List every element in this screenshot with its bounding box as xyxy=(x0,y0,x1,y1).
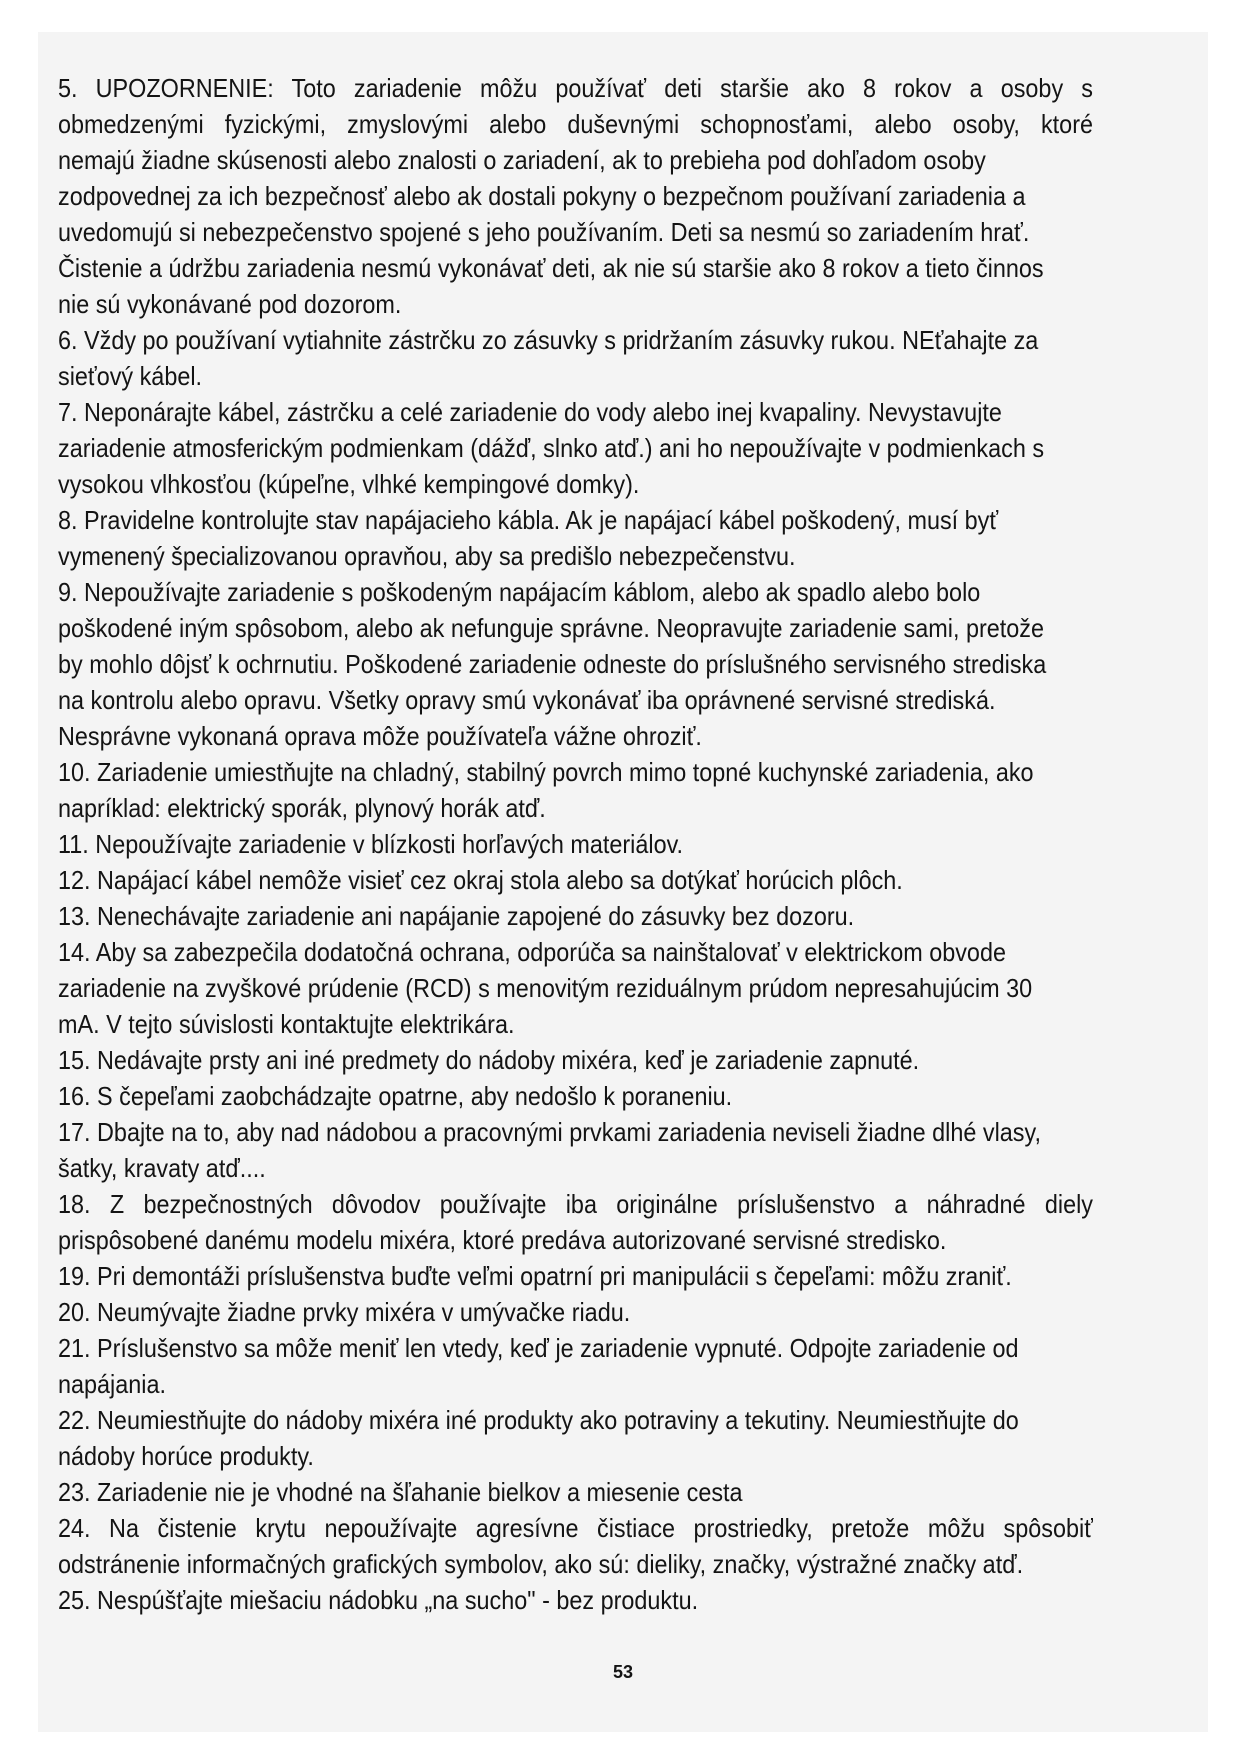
text-line: 13. Nenechávajte zariadenie ani napájanie zapojené do zásuvky bez dozoru. xyxy=(58,901,855,931)
text-line: zariadenie atmosferickým podmienkam (dážď, slnko atď.) ani ho nepoužívajte v podmienkach s xyxy=(58,433,1045,463)
text-line: napríklad: elektrický sporák, plynový horák atď. xyxy=(58,793,546,823)
text-line: 14. Aby sa zabezpečila dodatočná ochrana, odporúča sa nainštalovať v elektrickom obvode xyxy=(58,937,1006,967)
text-line: 22. Neumiestňujte do nádoby mixéra iné produkty ako potraviny a tekutiny. Neumiestňujte do xyxy=(58,1405,1019,1435)
text-line: 25. Nespúšťajte miešaciu nádobku „na sucho" - bez produktu. xyxy=(58,1585,699,1615)
text-line: napájania. xyxy=(58,1369,166,1399)
text-line: 5. UPOZORNENIE: Toto zariadenie môžu používať deti staršie ako 8 rokov a osoby s xyxy=(58,73,1093,103)
text-line: 8. Pravidelne kontrolujte stav napájacieho kábla. Ak je napájací kábel poškodený, musí byť xyxy=(58,505,999,535)
text-line: 21. Príslušenstvo sa môže meniť len vtedy, keď je zariadenie vypnuté. Odpojte zariadenie od xyxy=(58,1333,1019,1363)
text-line: 16. S čepeľami zaobchádzajte opatrne, aby nedošlo k poraneniu. xyxy=(58,1081,733,1111)
text-line: 15. Nedávajte prsty ani iné predmety do nádoby mixéra, keď je zariadenie zapnuté. xyxy=(58,1045,920,1075)
text-line: vymenený špecializovanou opravňou, aby sa predišlo nebezpečenstvu. xyxy=(58,541,796,571)
text-line: sieťový kábel. xyxy=(58,361,203,391)
text-line: prispôsobené danému modelu mixéra, ktoré predáva autorizované servisné stredisko. xyxy=(58,1225,947,1255)
text-line: 12. Napájací kábel nemôže visieť cez okraj stola alebo sa dotýkať horúcich plôch. xyxy=(58,865,903,895)
text-line: vysokou vlhkosťou (kúpeľne, vlhké kempingové domky). xyxy=(58,469,640,499)
document-page xyxy=(38,32,1208,1732)
text-line: 20. Neumývajte žiadne prvky mixéra v umývačke riadu. xyxy=(58,1297,631,1327)
text-line: nemajú žiadne skúsenosti alebo znalosti o zariadení, ak to prebieha pod dohľadom osoby xyxy=(58,145,986,175)
text-line: 19. Pri demontáži príslušenstva buďte veľmi opatrní pri manipulácii s čepeľami: môžu zraniť. xyxy=(58,1261,1012,1291)
text-line: uvedomujú si nebezpečenstvo spojené s jeho používaním. Deti sa nesmú so zariadením hrať. xyxy=(58,217,1030,247)
text-line: zariadenie na zvyškové prúdenie (RCD) s menovitým reziduálnym prúdom nepresahujúcim 30 xyxy=(58,973,1033,1003)
page-number: 53 xyxy=(612,1662,634,1682)
text-line: poškodené iným spôsobom, alebo ak nefunguje správne. Neopravujte zariadenie sami, pretože xyxy=(58,613,1045,643)
safety-instructions-text xyxy=(58,70,1093,1618)
text-line: Nesprávne vykonaná oprava môže používateľa vážne ohroziť. xyxy=(58,721,702,751)
text-line: mA. V tejto súvislosti kontaktujte elektrikára. xyxy=(58,1009,515,1039)
text-line: 7. Neponárajte kábel, zástrčku a celé zariadenie do vody alebo inej kvapaliny. Nevystavujte xyxy=(58,397,1002,427)
text-line: nie sú vykonávané pod dozorom. xyxy=(58,289,402,319)
text-line: nádoby horúce produkty. xyxy=(58,1441,314,1471)
text-line: 18. Z bezpečnostných dôvodov používajte iba originálne príslušenstvo a náhradné diely xyxy=(58,1189,1093,1219)
text-line: zodpovednej za ich bezpečnosť alebo ak dostali pokyny o bezpečnom používaní zariadenia a xyxy=(58,181,1026,211)
text-line: odstránenie informačných grafických symbolov, ako sú: dieliky, značky, výstražné značky atď. xyxy=(58,1549,1024,1579)
text-line: Čistenie a údržbu zariadenia nesmú vykonávať deti, ak nie sú staršie ako 8 rokov a tieto činnos xyxy=(58,253,1044,283)
text-line: 17. Dbajte na to, aby nad nádobou a pracovnými prvkami zariadenia neviseli žiadne dlhé vlasy, xyxy=(58,1117,1041,1147)
text-line: 23. Zariadenie nie je vhodné na šľahanie bielkov a miesenie cesta xyxy=(58,1477,743,1507)
text-line: obmedzenými fyzickými, zmyslovými alebo duševnými schopnosťami, alebo osoby, ktoré xyxy=(58,109,1093,139)
text-line: 9. Nepoužívajte zariadenie s poškodeným napájacím káblom, alebo ak spadlo alebo bolo xyxy=(58,577,981,607)
text-line: 6. Vždy po používaní vytiahnite zástrčku zo zásuvky s pridržaním zásuvky rukou. NEťahajte za xyxy=(58,325,1039,355)
text-line: 10. Zariadenie umiestňujte na chladný, stabilný povrch mimo topné kuchynské zariadenia, ako xyxy=(58,757,1034,787)
text-line: šatky, kravaty atď.... xyxy=(58,1153,266,1183)
text-line: 11. Nepoužívajte zariadenie v blízkosti horľavých materiálov. xyxy=(58,829,684,859)
text-line: na kontrolu alebo opravu. Všetky opravy smú vykonávať iba oprávnené servisné strediská. xyxy=(58,685,996,715)
text-line: by mohlo dôjsť k ochrnutiu. Poškodené zariadenie odneste do príslušného servisného strediska xyxy=(58,649,1047,679)
text-line: 24. Na čistenie krytu nepoužívajte agresívne čistiace prostriedky, pretože môžu spôsobiť xyxy=(58,1513,1093,1543)
